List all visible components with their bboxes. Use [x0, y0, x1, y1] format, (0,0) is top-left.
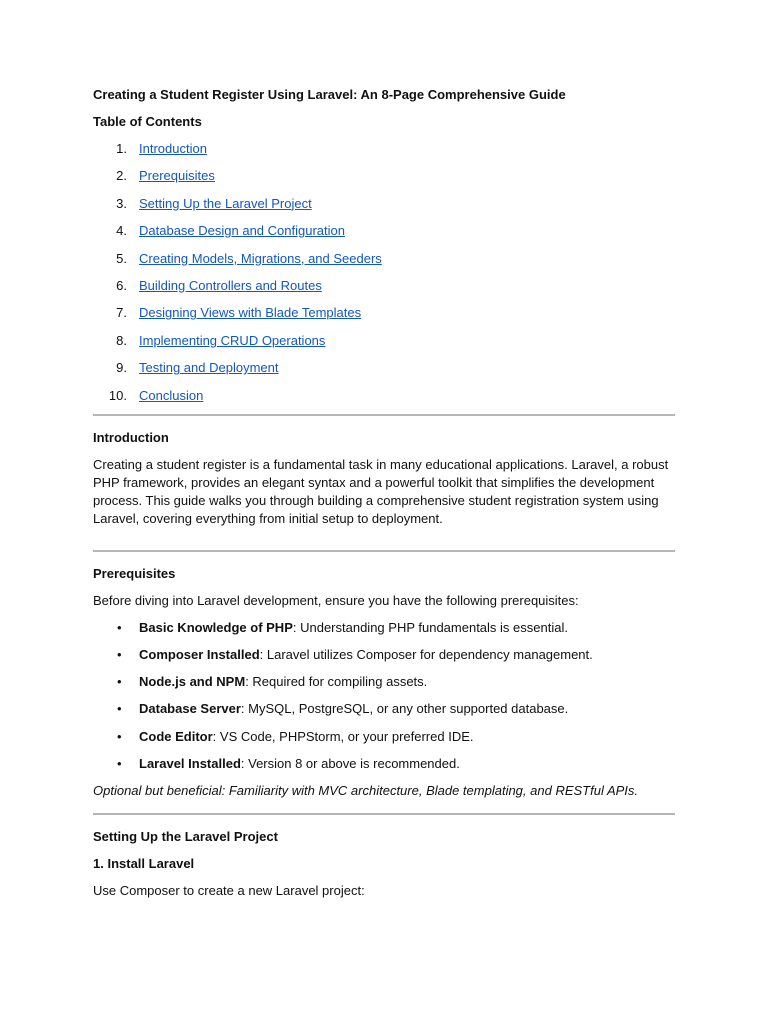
list-item-text: : VS Code, PHPStorm, or your preferred IDE.	[212, 728, 474, 744]
toc-link-setup[interactable]: Setting Up the Laravel Project	[139, 195, 312, 211]
list-item-term: Laravel Installed	[139, 755, 241, 771]
toc-number: 1.	[116, 141, 127, 156]
list-item-text: : MySQL, PostgreSQL, or any other supported database.	[240, 701, 569, 717]
toc-item-testing	[93, 359, 675, 377]
toc-item-introduction	[93, 140, 675, 158]
table-of-contents	[93, 140, 675, 405]
toc-link-controllers[interactable]: Building Controllers and Routes	[139, 277, 322, 293]
toc-item-prerequisites	[93, 167, 675, 185]
section-divider	[93, 813, 675, 815]
list-item	[93, 673, 675, 691]
toc-link-views[interactable]: Designing Views with Blade Templates	[139, 305, 362, 321]
toc-item-views	[93, 304, 675, 322]
list-item-term: Code Editor	[139, 728, 213, 744]
prerequisites-note: Optional but beneficial: Familiarity with MVC architecture, Blade templating, and RESTful APIs.	[93, 783, 639, 799]
prerequisites-list	[93, 619, 675, 773]
section-divider	[93, 414, 675, 416]
toc-number: 3.	[116, 195, 127, 211]
toc-item-controllers	[93, 277, 675, 295]
bullet-icon: •	[117, 647, 122, 663]
list-item-text: : Understanding PHP fundamentals is essential.	[292, 619, 568, 635]
section-divider	[93, 550, 675, 552]
introduction-line: Laravel, covering everything from initial setup to deployment.	[93, 510, 443, 526]
toc-link-introduction[interactable]: Introduction	[139, 141, 207, 156]
list-item	[93, 728, 675, 746]
bullet-icon: •	[117, 755, 122, 771]
list-item	[93, 646, 675, 664]
setup-heading: Setting Up the Laravel Project	[93, 829, 278, 845]
introduction-line: Creating a student register is a fundamental task in many educational applications. Laravel, a robust	[93, 456, 669, 472]
toc-number: 6.	[116, 277, 127, 293]
toc-number: 8.	[116, 332, 127, 348]
toc-item-crud	[93, 332, 675, 350]
list-item-term: Node.js and NPM	[139, 674, 246, 690]
toc-link-crud[interactable]: Implementing CRUD Operations	[139, 332, 326, 348]
toc-item-models	[93, 250, 675, 268]
introduction-heading: Introduction	[93, 429, 169, 445]
toc-link-database[interactable]: Database Design and Configuration	[139, 223, 345, 239]
toc-number: 5.	[116, 250, 127, 266]
introduction-paragraph	[93, 456, 675, 528]
list-item-text: : Version 8 or above is recommended.	[240, 755, 460, 771]
document-page	[93, 86, 675, 900]
toc-number: 2.	[116, 168, 127, 184]
introduction-line: PHP framework, provides an elegant syntax and a powerful toolkit that simplifies the development	[93, 474, 655, 490]
list-item-term: Basic Knowledge of PHP	[139, 619, 293, 635]
setup-subheading: 1. Install Laravel	[93, 856, 195, 872]
toc-link-prerequisites[interactable]: Prerequisites	[139, 168, 215, 184]
toc-number: 4.	[116, 223, 127, 239]
bullet-icon: •	[117, 728, 122, 744]
list-item-term: Database Server	[139, 701, 241, 717]
list-item-text: : Required for compiling assets.	[245, 674, 428, 690]
toc-heading: Table of Contents	[93, 114, 202, 129]
toc-link-testing[interactable]: Testing and Deployment	[139, 360, 279, 376]
setup-paragraph: Use Composer to create a new Laravel project:	[93, 883, 365, 899]
prerequisites-intro: Before diving into Laravel development, ensure you have the following prerequisites:	[93, 592, 579, 608]
list-item-term: Composer Installed	[139, 647, 260, 663]
bullet-icon: •	[117, 701, 122, 717]
introduction-line: process. This guide walks you through building a comprehensive student registration system using	[93, 492, 659, 508]
list-item-text: : Laravel utilizes Composer for dependency management.	[259, 647, 593, 663]
bullet-icon: •	[117, 619, 122, 635]
toc-item-conclusion	[93, 387, 675, 405]
prerequisites-heading: Prerequisites	[93, 565, 176, 581]
toc-number: 9.	[116, 360, 127, 376]
toc-item-database	[93, 222, 675, 240]
list-item	[93, 619, 675, 637]
toc-item-setup	[93, 195, 675, 213]
document-title: Creating a Student Register Using Laravel: An 8-Page Comprehensive Guide	[93, 87, 566, 102]
toc-link-conclusion[interactable]: Conclusion	[139, 387, 204, 403]
toc-number: 7.	[116, 305, 127, 321]
bullet-icon: •	[117, 674, 122, 690]
list-item	[93, 700, 675, 718]
list-item	[93, 755, 675, 773]
toc-number: 10.	[108, 387, 127, 403]
toc-link-models[interactable]: Creating Models, Migrations, and Seeders	[139, 250, 382, 266]
